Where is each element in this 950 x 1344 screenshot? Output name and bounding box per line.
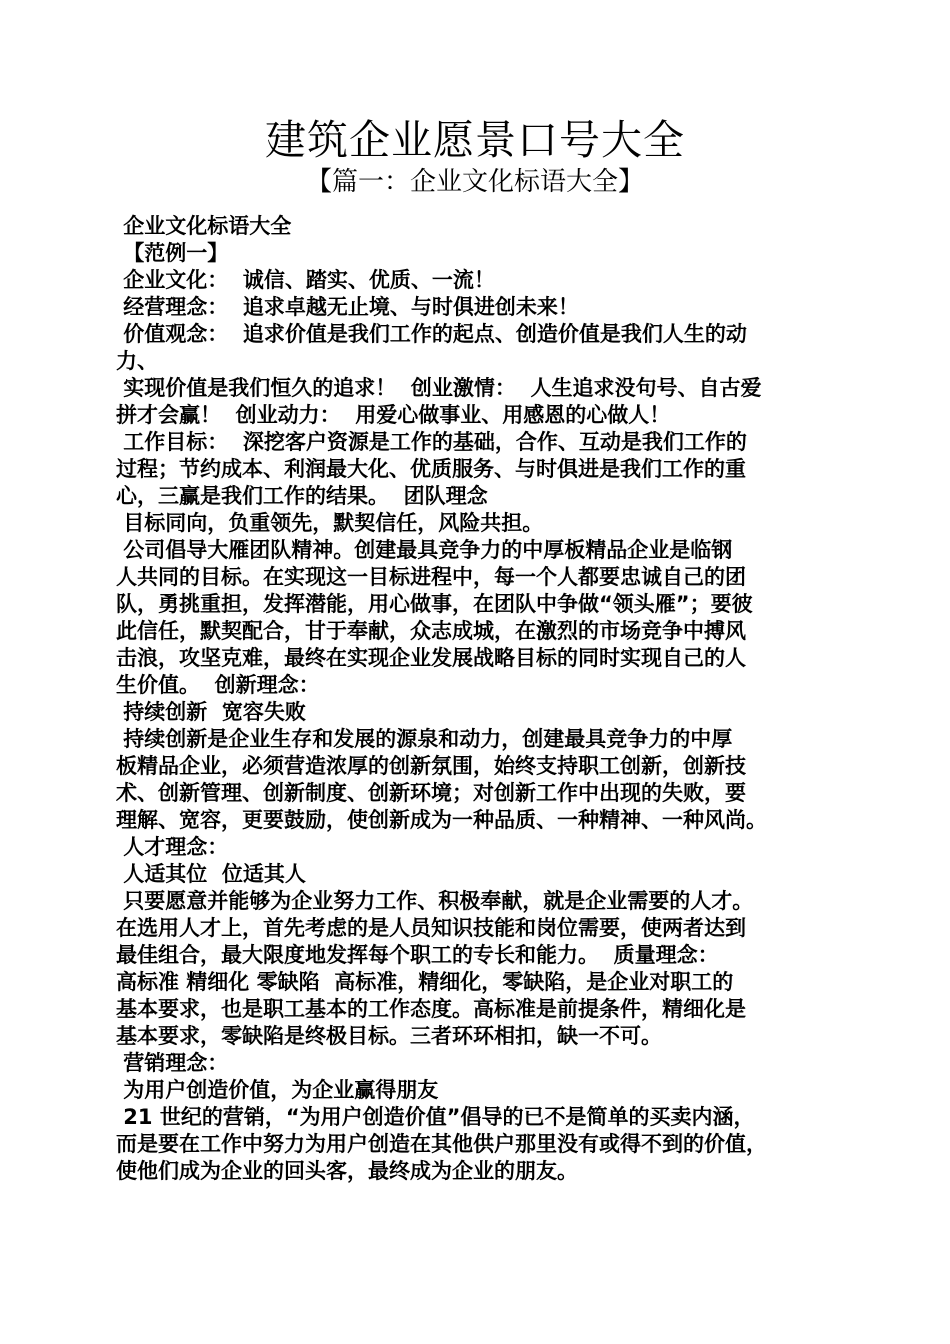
body-text-line: 力、 <box>116 349 158 373</box>
body-text-line: 最佳组合，最大限度地发挥每个职工的专长和能力。 质量理念： <box>116 943 719 967</box>
body-text-line: 高标准 精细化 零缺陷 高标准，精细化，零缺陷，是企业对职工的 <box>116 970 734 994</box>
body-text-line: 使他们成为企业的回头客，最终成为企业的朋友。 <box>116 1159 578 1183</box>
body-text-line: 经营理念： 追求卓越无止境、与时俱进创未来！ <box>116 295 579 319</box>
body-text-line: 目标同向，负重领先，默契信任，风险共担。 <box>116 511 544 535</box>
body-text-line: 拼才会赢！ 创业动力： 用爱心做事业、用感恩的心做人！ <box>116 403 671 427</box>
body-text-line: 人适其位 位适其人 <box>116 862 306 886</box>
document-subtitle: 【篇一：企业文化标语大全】 <box>305 167 644 197</box>
body-text-line: 人才理念： <box>116 835 229 859</box>
body-text-line: 实现价值是我们恒久的追求！ 创业激情： 人生追求没句号、自古爱 <box>116 376 762 400</box>
body-text-line: 人共同的目标。在实现这一目标进程中，每一个人都要忠诚自己的团 <box>116 565 746 589</box>
body-text-line: 在选用人才上，首先考虑的是人员知识技能和岗位需要，使两者达到 <box>116 916 746 940</box>
body-text-line: 只要愿意并能够为企业努力工作、积极奉献，就是企业需要的人才。 <box>116 889 754 913</box>
body-text-line: 生价值。 创新理念： <box>116 673 320 697</box>
body-text-line: 公司倡导大雁团队精神。创建最具竞争力的中厚板精品企业是临钢 <box>116 538 733 562</box>
body-text-line: 企业文化： 诚信、踏实、优质、一流！ <box>116 268 495 292</box>
body-text-line: 术、创新管理、创新制度、创新环境；对创新工作中出现的失败，要 <box>116 781 746 805</box>
body-text-line: 【范例一】 <box>116 241 229 265</box>
body-text-line: 心，三赢是我们工作的结果。 团队理念 <box>116 484 488 508</box>
body-text-line: 击浪，攻坚克难，最终在实现企业发展战略目标的同时实现自己的人 <box>116 646 746 670</box>
document-body <box>116 213 851 1185</box>
body-text-line: 板精品企业，必须营造浓厚的创新氛围，始终支持职工创新，创新技 <box>116 754 746 778</box>
body-text-line: 为用户创造价值，为企业赢得朋友 <box>116 1078 439 1102</box>
body-text-line: 营销理念： <box>116 1051 229 1075</box>
body-text-line: 21 世纪的营销，“为用户创造价值”倡导的已不是简单的买卖内涵， <box>116 1105 755 1129</box>
body-text-line: 持续创新 宽容失败 <box>116 700 306 724</box>
body-text-line: 队，勇挑重担，发挥潜能，用心做事，在团队中争做“领头雁”；要彼 <box>116 592 753 616</box>
body-text-line: 持续创新是企业生存和发展的源泉和动力，创建最具竞争力的中厚 <box>116 727 733 751</box>
body-text-line: 工作目标： 深挖客户资源是工作的基础，合作、互动是我们工作的 <box>116 430 747 454</box>
document-title: 建筑企业愿景口号大全 <box>265 116 685 164</box>
body-text-line: 企业文化标语大全 <box>116 214 292 238</box>
body-text-line: 此信任，默契配合，甘于奉献，众志成城，在激烈的市场竞争中搏风 <box>116 619 746 643</box>
body-text-line: 价值观念： 追求价值是我们工作的起点、创造价值是我们人生的动 <box>116 322 747 346</box>
body-text-line: 过程；节约成本、利润最大化、优质服务、与时俱进是我们工作的重 <box>116 457 746 481</box>
body-text-line: 基本要求，零缺陷是终极目标。三者环环相扣，缺一不可。 <box>116 1024 662 1048</box>
body-text-line: 理解、宽容，更要鼓励，使创新成为一种品质、一种精神、一种风尚。 <box>116 808 767 832</box>
body-text-line: 而是要在工作中努力为用户创造在其他供户那里没有或得不到的价值， <box>116 1132 767 1156</box>
body-text-line: 基本要求，也是职工基本的工作态度。高标准是前提条件，精细化是 <box>116 997 746 1021</box>
